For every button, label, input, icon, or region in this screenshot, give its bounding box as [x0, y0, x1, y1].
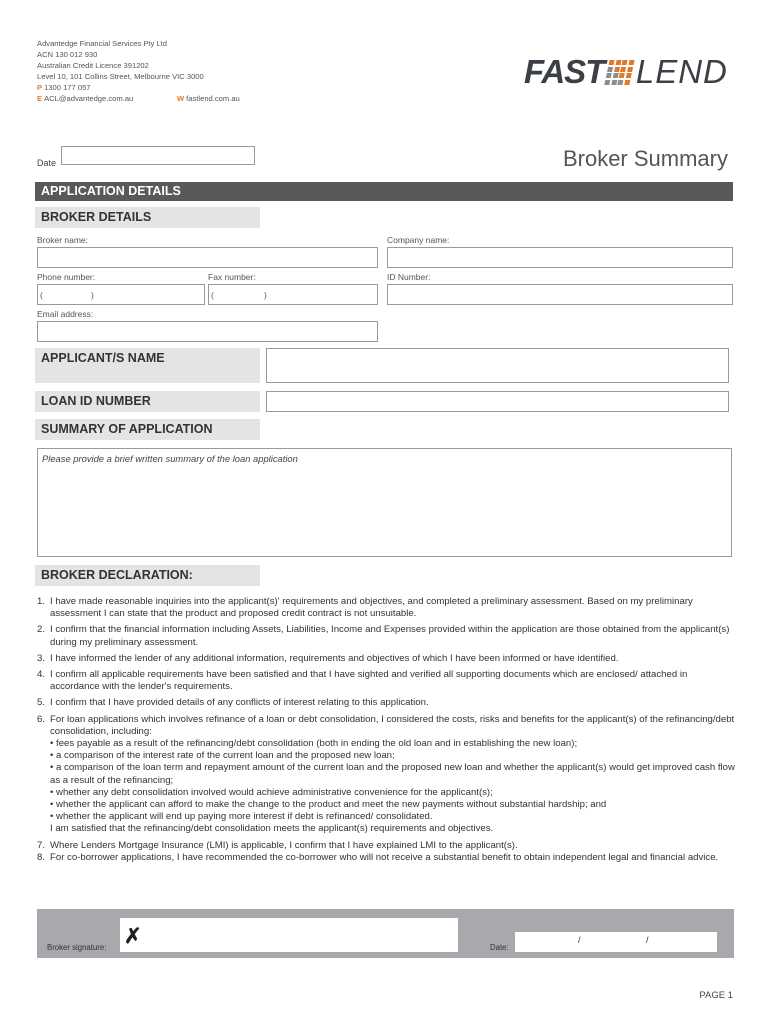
summary-header: SUMMARY OF APPLICATION — [35, 419, 260, 440]
company-name-label: Company name: — [387, 235, 450, 245]
declaration-item: 1. I have made reasonable inquiries into the applicant(s)' requirements and objectives, and completed a preliminary assessment. Based on my preliminary assessment I can state that the product and proposed credit contract is not unsuitable. — [37, 596, 693, 620]
applicants-name-header: APPLICANT/S NAME — [35, 348, 260, 383]
id-number-field[interactable] — [387, 284, 733, 305]
web-group — [177, 93, 240, 104]
declaration-item: 5. I confirm that I have provided details of any conflicts of interest relating to this application. — [37, 697, 429, 709]
contact-block — [37, 38, 240, 104]
web-link[interactable]: fastlend.com.au — [186, 94, 240, 103]
email-address-label: Email address: — [37, 309, 94, 319]
summary-placeholder: Please provide a brief written summary of the loan application — [42, 453, 298, 464]
page-title: Broker Summary — [562, 146, 728, 171]
fastlend-logo — [524, 52, 736, 92]
phone-paren-open: ( — [40, 290, 43, 300]
date-slash: / — [646, 935, 649, 945]
satisfied-statement: I am satisfied that the refinancing/debt consolidation meets the applicant(s) requirements and objectives. — [50, 823, 494, 835]
bullet-item: • whether the applicant can afford to make the change to the product and meet the new payments without substantial hardship; and — [50, 799, 607, 811]
broker-details-header: BROKER DETAILS — [35, 207, 260, 228]
phone-number-field[interactable] — [37, 284, 205, 305]
email-label: E — [37, 94, 43, 103]
acn: ACN 130 012 930 — [37, 50, 98, 59]
declaration-item: 4. I confirm all applicable requirements have been satisfied and that I have sighted and verified all supporting documents which are enclosed/ attached in accordance with the lender's requirements. — [37, 669, 688, 693]
id-number-label: ID Number: — [387, 272, 431, 282]
phone-row — [37, 82, 204, 93]
phone-number-label: Phone number: — [37, 272, 96, 282]
broker-name-field[interactable] — [37, 247, 378, 268]
web-label: W — [177, 94, 185, 103]
fax-paren-close: ) — [264, 290, 267, 300]
fax-number-label: Fax number: — [208, 272, 256, 282]
email-web-row — [37, 93, 240, 104]
grid-squares-icon — [605, 60, 635, 85]
broker-declaration-header: BROKER DECLARATION: — [35, 565, 260, 586]
summary-textarea[interactable] — [37, 448, 732, 557]
broker-signature-label: Broker signature: — [47, 943, 107, 952]
date-label: Date — [37, 158, 57, 168]
declaration-item: 7. Where Lenders Mortgage Insurance (LMI) is applicable, I confirm that I have explained LMI to the applicant(s). — [37, 839, 518, 851]
date-slash: / — [578, 935, 581, 945]
company-address: Level 10, 101 Collins Street, Melbourne VIC 3000 — [37, 72, 204, 81]
fax-paren-open: ( — [211, 290, 214, 300]
bullet-item: • whether the applicant will end up paying more interest if debt is refinanced/ consolidated. — [50, 811, 433, 823]
email-address-field[interactable] — [37, 321, 378, 342]
declaration-list — [37, 596, 737, 864]
signature-date-field[interactable] — [515, 932, 717, 952]
logo-fast-text: FAST — [524, 53, 605, 90]
company-name: Advantedge Financial Services Pty Ltd — [37, 39, 168, 48]
fax-number-field[interactable] — [208, 284, 378, 305]
declaration-item: 8. For co-borrower applications, I have recommended the co-borrower who will not receive a substantial benefit to obtain independent legal and financial advice. — [37, 851, 719, 863]
bullet-item: • whether any debt consolidation involved would achieve administrative convenience for the applicant(s); — [50, 786, 493, 798]
credit-licence: Australian Credit Licence 391202 — [37, 61, 149, 70]
phone-paren-close: ) — [91, 290, 94, 300]
bullet-item: • a comparison of the interest rate of the current loan and the proposed new loan; — [50, 750, 395, 762]
broker-name-label: Broker name: — [37, 235, 89, 245]
company-name-field[interactable] — [387, 247, 733, 268]
email-link[interactable]: ACL@advantedge.com.au — [44, 94, 134, 103]
date-field[interactable] — [61, 146, 255, 165]
declaration-item: 2. I confirm that the financial information including Assets, Liabilities, Income and Expenses provided within the application are those obtained from the applicant(s) during my preliminary assessment. — [37, 624, 730, 648]
bullet-item: • fees payable as a result of the refinancing/debt consolidation (both in ending the old loan and in establishing the new loan); — [50, 738, 578, 750]
loan-id-header: LOAN ID NUMBER — [35, 391, 260, 412]
phone-value: 1300 177 057 — [44, 83, 91, 92]
logo-lend-text: LEND — [635, 53, 728, 90]
signature-date-label: Date: — [490, 943, 509, 952]
applicants-name-field[interactable] — [266, 348, 729, 383]
page-number: PAGE 1 — [699, 990, 733, 1001]
declaration-item: 3. I have informed the lender of any additional information, requirements and objectives of which I have been informed or have identified. — [37, 652, 619, 664]
bullet-item: • a comparison of the loan term and repayment amount of the current loan and the proposed new loan and whether the applicant(s) would get improved cash flow as a result of the refinancing; — [50, 762, 735, 786]
application-details-header: APPLICATION DETAILS — [35, 182, 733, 201]
phone-label: P — [37, 83, 43, 92]
declaration-item: 6. For loan applications which involves refinance of a loan or debt consolidation, I considered the costs, risks and benefits for the applicant(s) of the refinancing/debt consolidation, including: • fees payable as a result of the refinancing/debt consolidation (both in ending the old loan and in establishing the new loan); • a comparison of the interest rate of the current loan and the proposed new loan; • a comparison of the loan term and repayment amount of the current loan and the proposed new loan and whether the applicant(s) would get improved cash flow as a result of the refinancing; • whether any debt consolidation involved would achieve administrative convenience for the applicant(s); • whether the applicant can afford to make the change to the product and meet the new payments without substantial hardship; and • whether the applicant will end up paying more interest if debt is refinanced/ consolidated. I am satisfied that the refinancing/debt consolidation meets the applicant(s) requirements and objectives. — [37, 714, 737, 836]
broker-signature-field[interactable] — [120, 918, 458, 952]
signature-x-icon: ✗ — [124, 925, 142, 948]
loan-id-field[interactable] — [266, 391, 729, 412]
